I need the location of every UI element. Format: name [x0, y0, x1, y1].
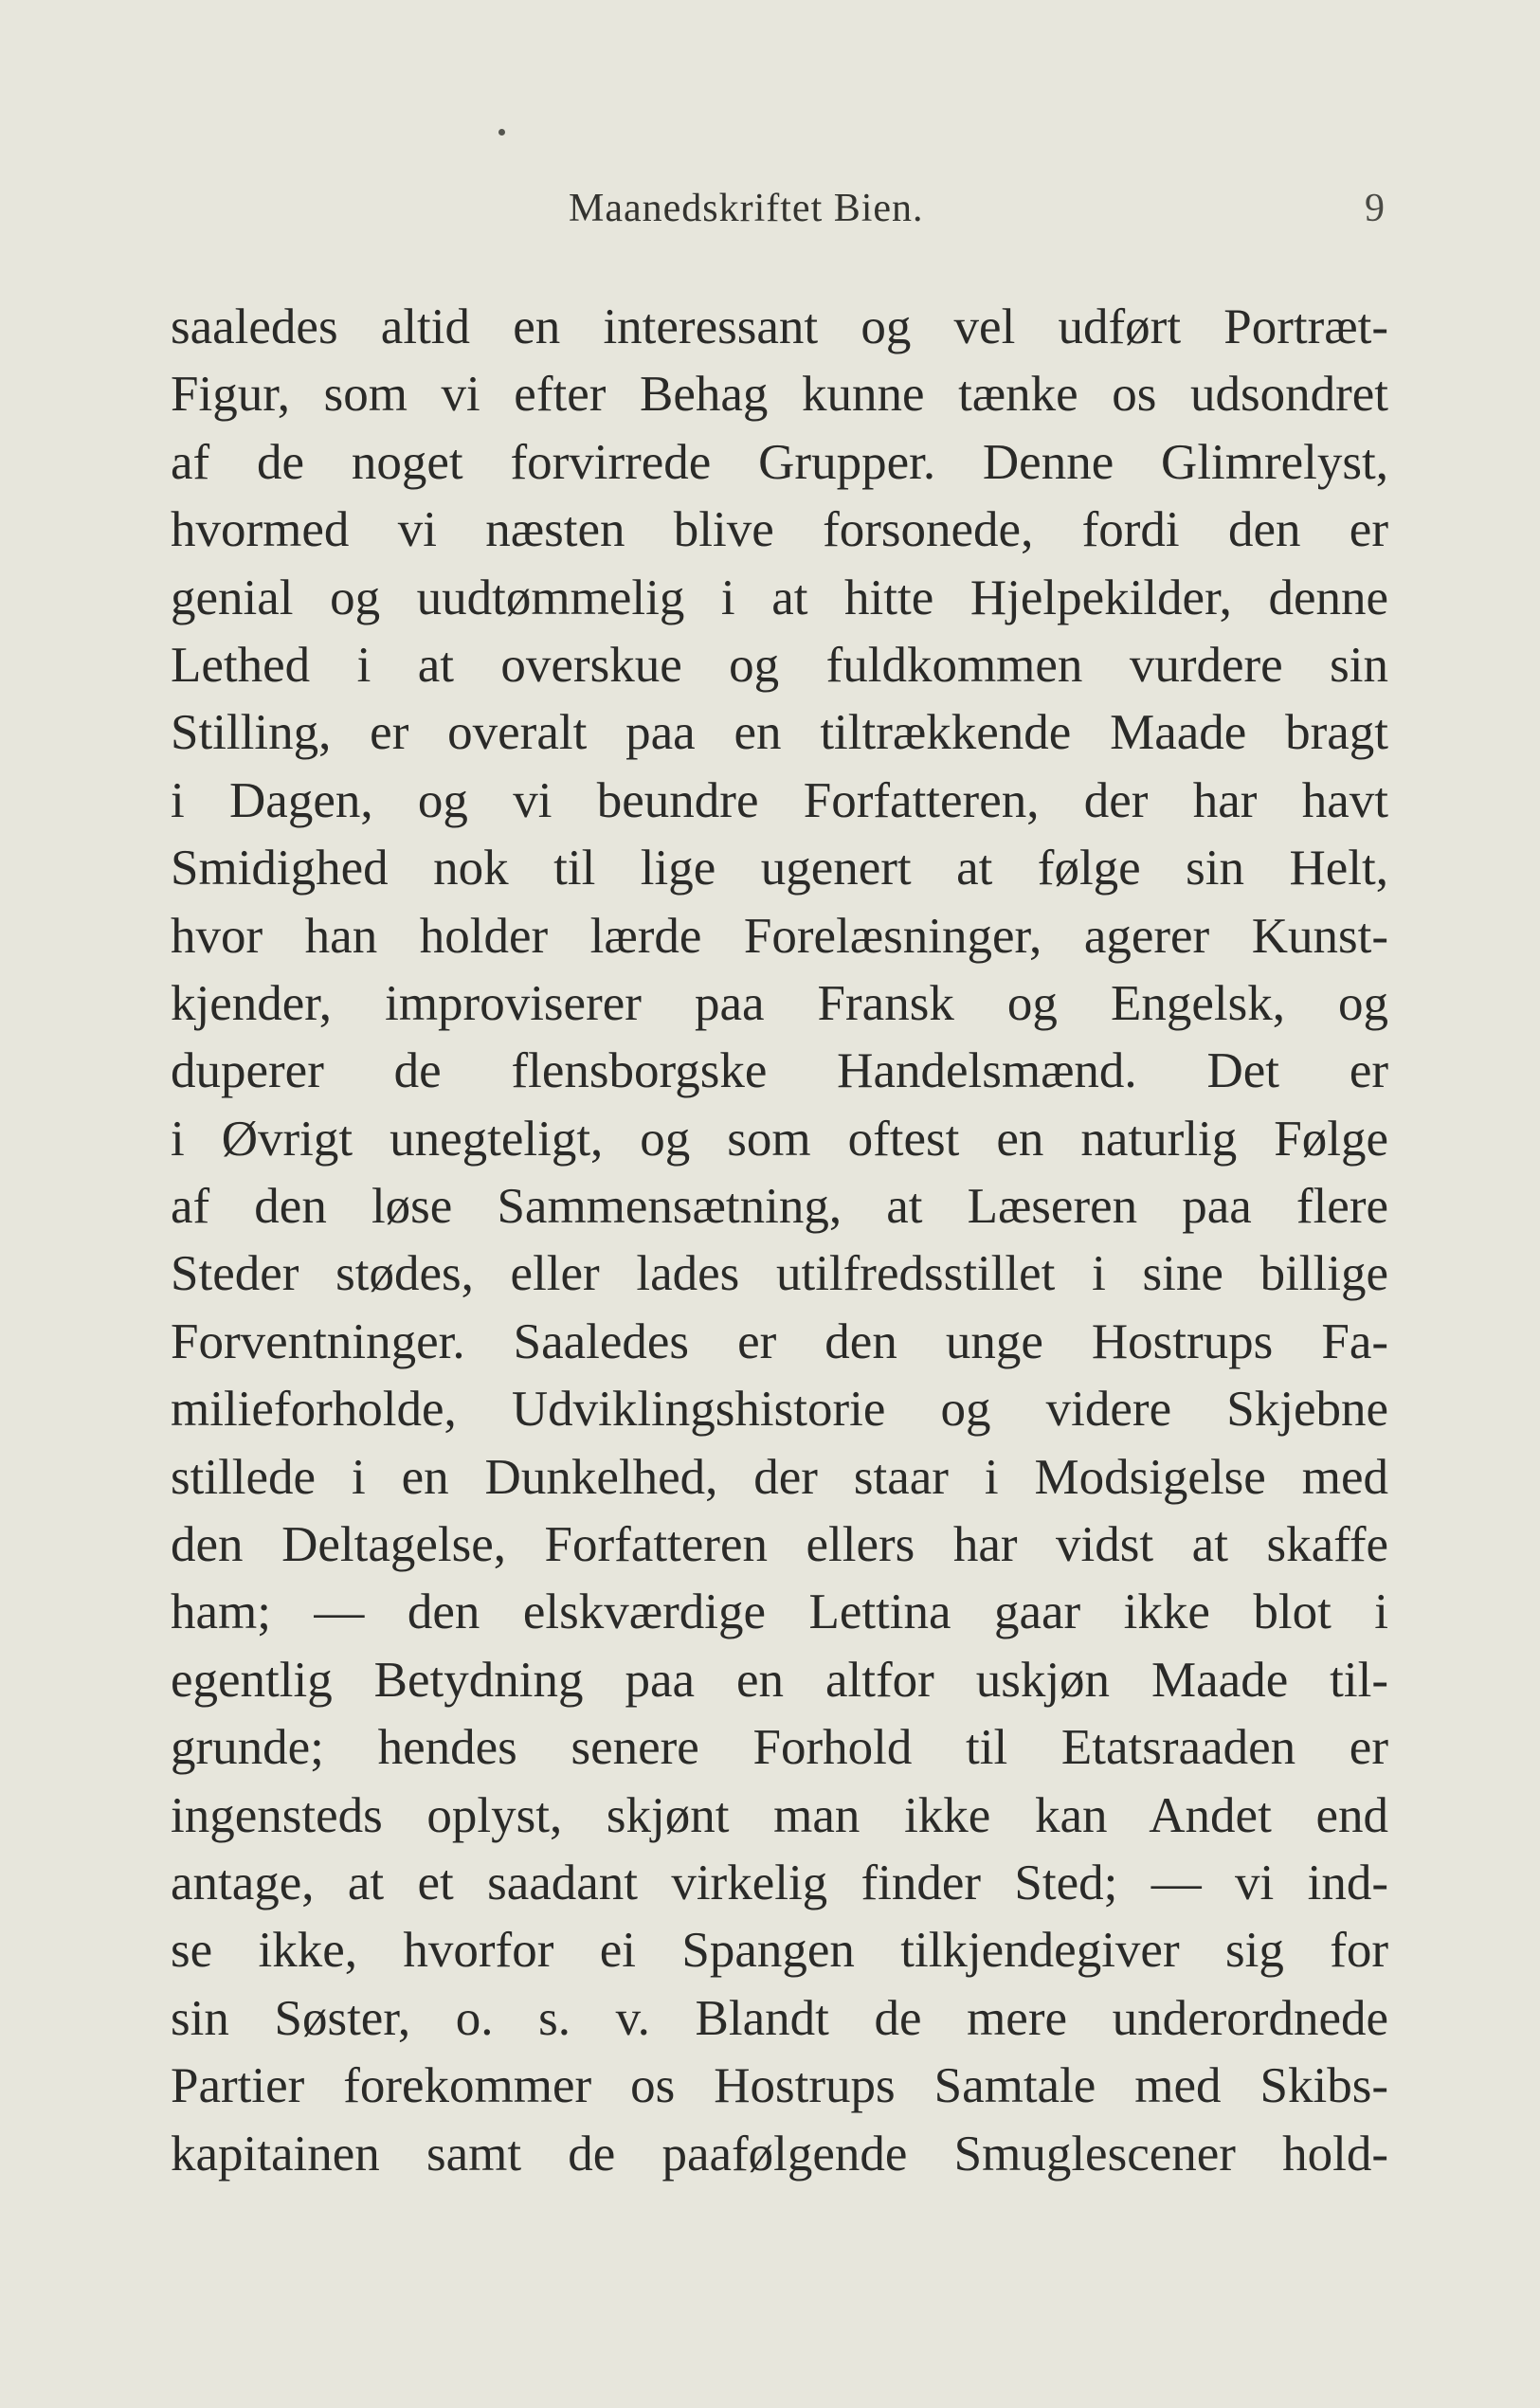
text-line: hvormed vi næsten blive forsonede, fordi den er	[171, 502, 1388, 558]
running-head: Maanedskriftet Bien.	[569, 187, 924, 230]
text-line: sin Søster, o. s. v. Blandt de mere underordnede	[171, 1990, 1388, 2046]
text-line: Figur, som vi efter Behag kunne tænke os udsondret	[171, 367, 1388, 423]
text-line: Forventninger. Saaledes er den unge Hostrups Fa-	[171, 1313, 1388, 1369]
text-line: saaledes altid en interessant og vel udført Portræt-	[171, 299, 1388, 354]
text-line: se ikke, hvorfor ei Spangen tilkjendegiver sig for	[171, 1923, 1388, 1979]
text-line: Partier forekommer os Hostrups Samtale med Skibs-	[171, 2058, 1388, 2114]
text-line: genial og uudtømmelig i at hitte Hjelpekilder, denne	[171, 570, 1388, 625]
text-line: Smidighed nok til lige ugenert at følge sin Helt,	[171, 841, 1388, 896]
page-header	[0, 180, 1540, 237]
text-line: Steder stødes, eller lades utilfredsstillet i sine billige	[171, 1246, 1388, 1302]
text-line: Lethed i at overskue og fuldkommen vurdere sin	[171, 637, 1388, 693]
text-line: af de noget forvirrede Grupper. Denne Glimrelyst,	[171, 434, 1388, 490]
text-line: kapitainen samt de paafølgende Smuglescener hold-	[171, 2126, 1388, 2182]
text-line: egentlig Betydning paa en altfor uskjøn Maade til-	[171, 1652, 1388, 1708]
page-number: 9	[1365, 187, 1385, 230]
text-line: den Deltagelse, Forfatteren ellers har vidst at skaffe	[171, 1517, 1388, 1573]
text-line: ham; — den elskværdige Lettina gaar ikke blot i	[171, 1584, 1388, 1640]
body-text	[171, 294, 1388, 2188]
text-line: ingensteds oplyst, skjønt man ikke kan Andet end	[171, 1787, 1388, 1843]
ink-speck	[498, 129, 505, 136]
text-line: kjender, improviserer paa Fransk og Engelsk, og	[171, 975, 1388, 1031]
text-line: stillede i en Dunkelhed, der staar i Modsigelse med	[171, 1449, 1388, 1505]
text-line: i Dagen, og vi beundre Forfatteren, der har havt	[171, 772, 1388, 828]
text-line: Stilling, er overalt paa en tiltrækkende Maade bragt	[171, 705, 1388, 761]
text-line: af den løse Sammensætning, at Læseren paa flere	[171, 1179, 1388, 1235]
text-line: i Øvrigt unegteligt, og som oftest en naturlig Følge	[171, 1111, 1388, 1167]
text-line: grunde; hendes senere Forhold til Etatsraaden er	[171, 1720, 1388, 1776]
text-line: milieforholde, Udviklingshistorie og videre Skjebne	[171, 1382, 1388, 1438]
text-line: antage, at et saadant virkelig finder Sted; — vi ind-	[171, 1855, 1388, 1910]
text-line: duperer de flensborgske Handelsmænd. Det er	[171, 1043, 1388, 1099]
text-line: hvor han holder lærde Forelæsninger, agerer Kunst-	[171, 908, 1388, 964]
